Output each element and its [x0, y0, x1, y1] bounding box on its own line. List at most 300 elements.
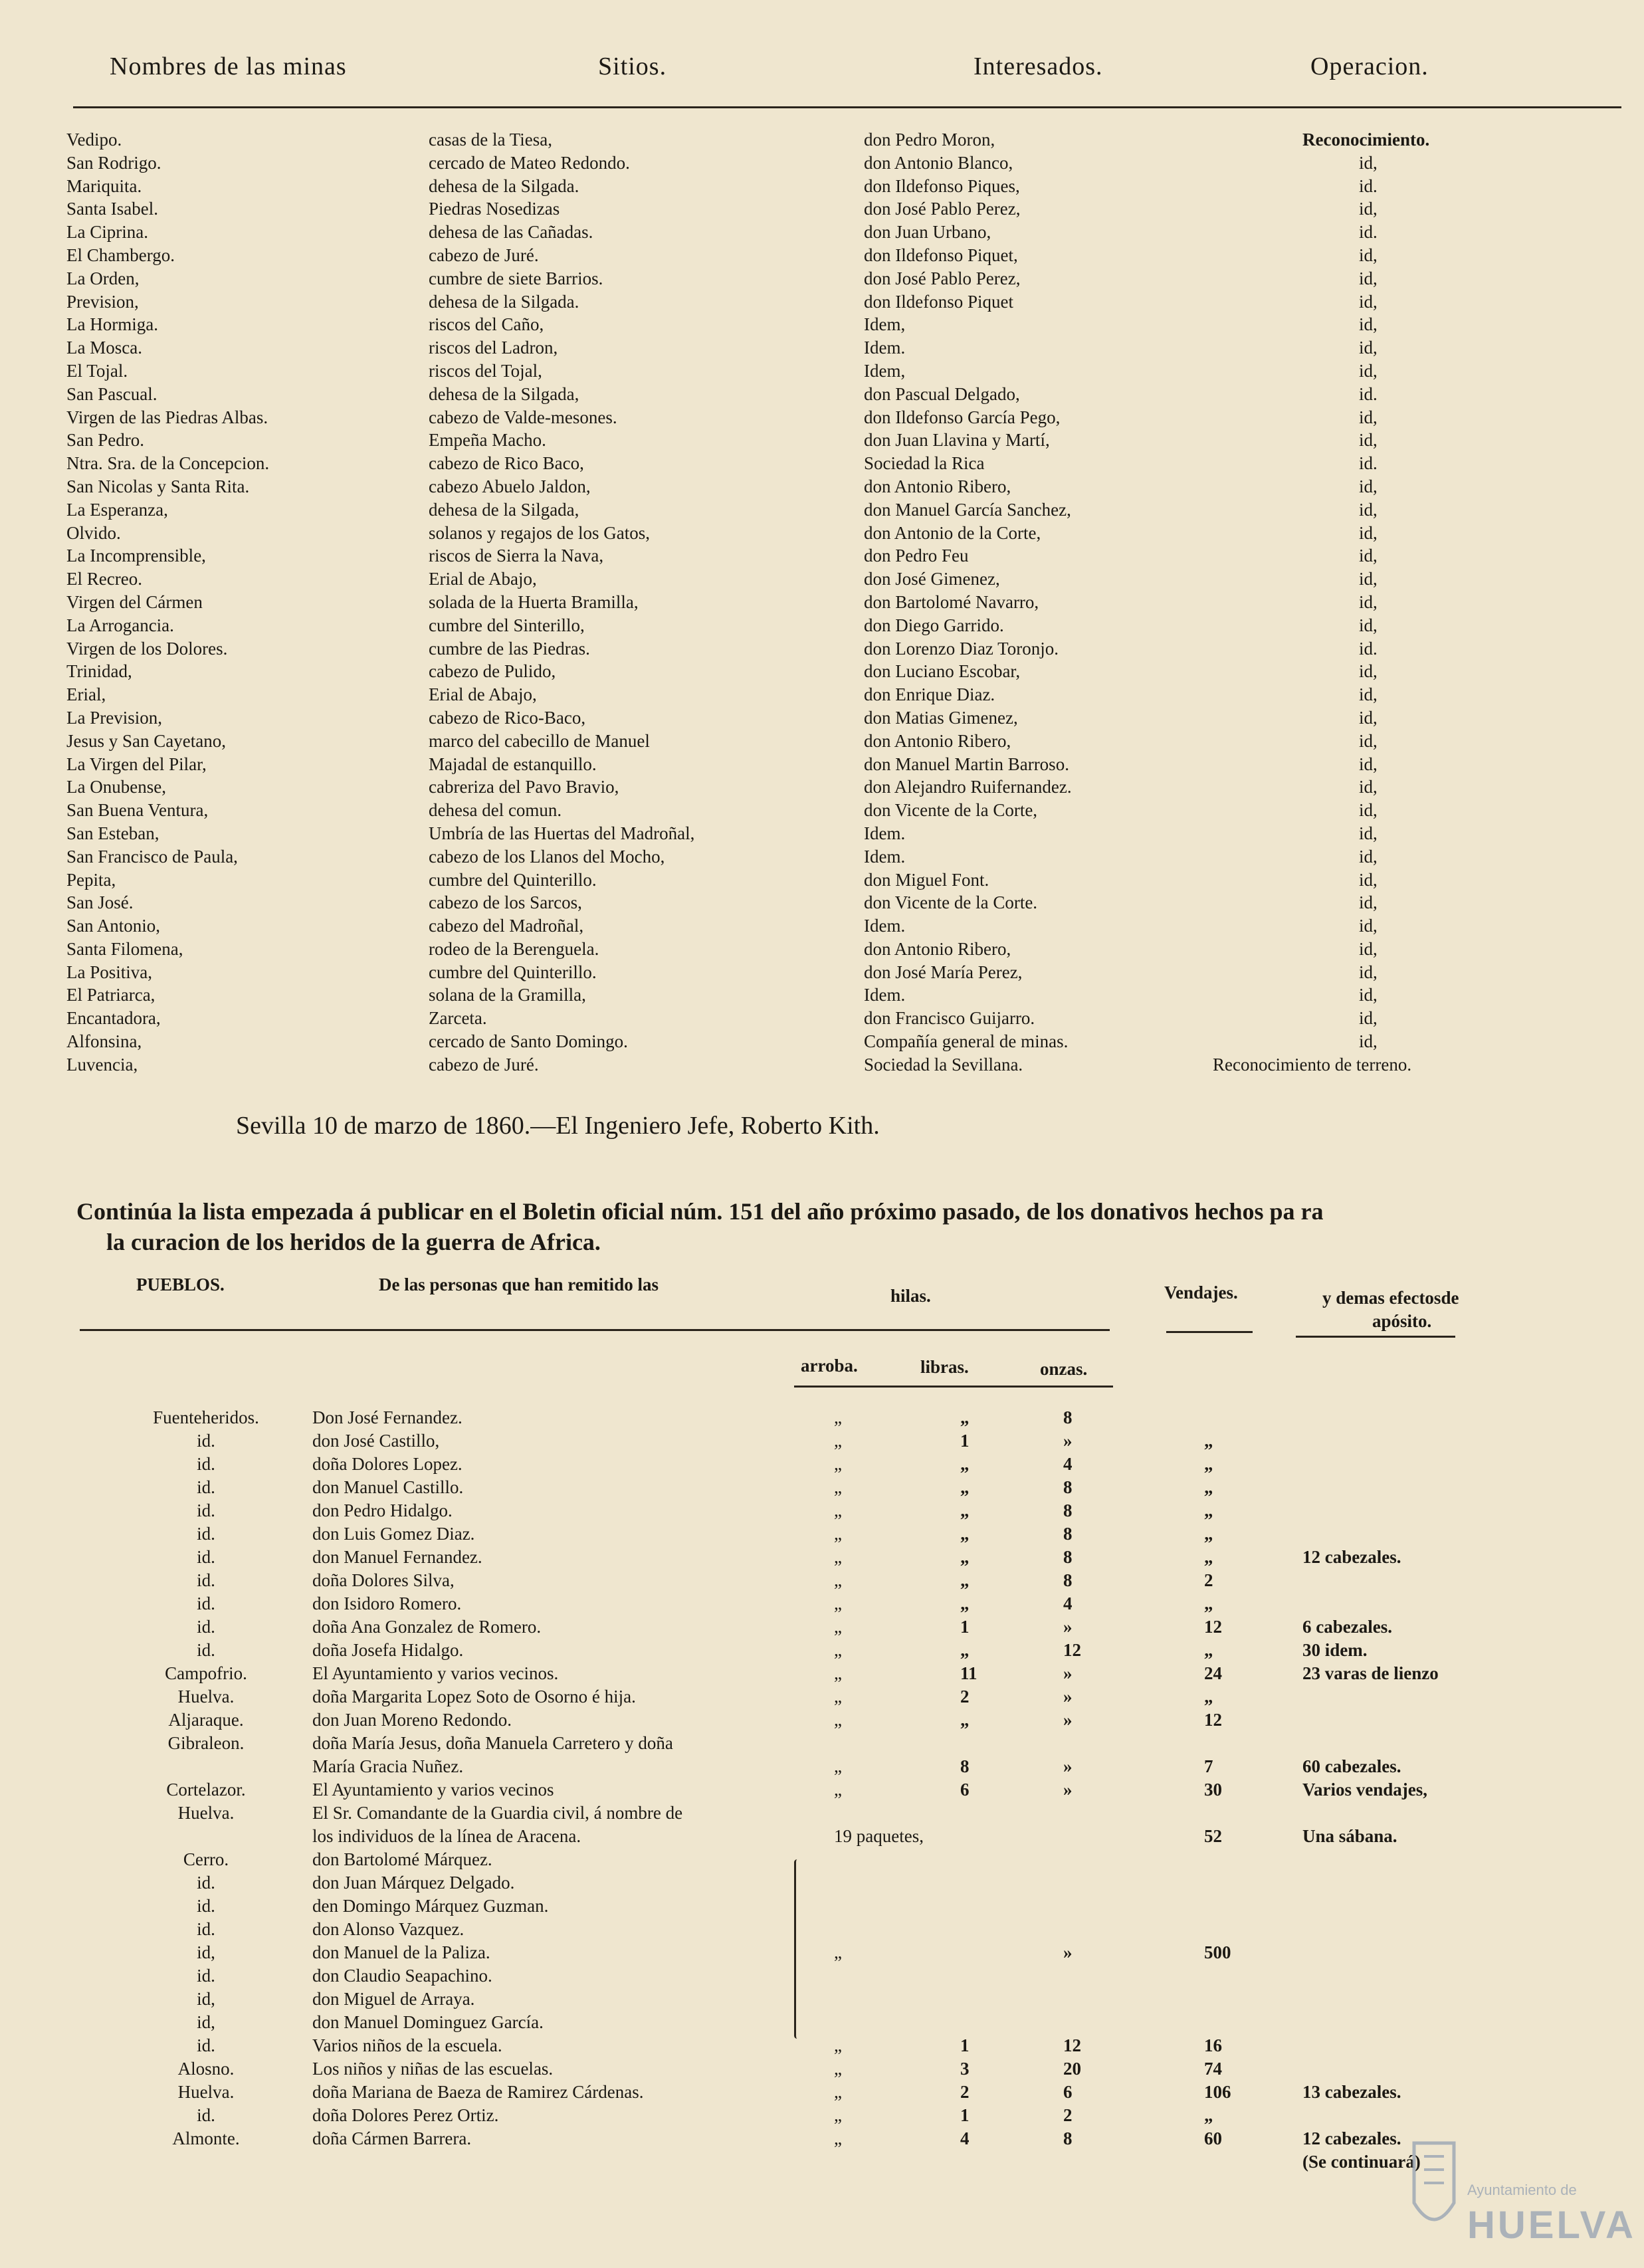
mine-site: dehesa de la Silgada. [429, 291, 579, 312]
donation-town: Huelva. [177, 1687, 235, 1706]
mine-interested: don Pascual Delgado, [864, 383, 1020, 404]
mine-name: Luvencia, [66, 1054, 138, 1075]
mine-operation: Reconocimiento. [1302, 130, 1430, 150]
mines-table [0, 130, 1644, 1078]
donation-person: don Isidoro Romero. [312, 1594, 462, 1613]
donation-row [0, 1989, 1644, 2012]
mine-site: solana de la Gramilla, [429, 985, 586, 1005]
donation-person: don Manuel Fernandez. [312, 1547, 482, 1567]
mine-row [0, 569, 1644, 592]
header-vendajes: Vendajes. [1164, 1283, 1238, 1302]
donation-onzas: » [1063, 1431, 1073, 1451]
mine-site: rodeo de la Berenguela. [429, 938, 599, 959]
donation-vendajes: „ [1204, 1477, 1213, 1497]
mine-row [0, 407, 1644, 431]
donation-person: los individuos de la línea de Aracena. [312, 1826, 581, 1846]
mine-interested: don Juan Urbano, [864, 222, 991, 243]
mine-row [0, 292, 1644, 315]
mine-name: La Onubense, [66, 777, 166, 797]
mine-operation: id, [1359, 268, 1378, 288]
donation-onzas: 8 [1063, 1407, 1073, 1427]
mine-name: San José. [66, 892, 134, 913]
donation-row [0, 1826, 1644, 1849]
donation-onzas: 8 [1063, 1570, 1073, 1590]
donation-libras: „ [960, 1477, 970, 1497]
mine-interested: don Antonio Ribero, [864, 938, 1011, 959]
donation-row [0, 1594, 1644, 1617]
header-rule-4 [794, 1386, 1113, 1388]
mine-interested: don Enrique Diaz. [864, 684, 995, 705]
donation-row [0, 1407, 1644, 1431]
mine-operation: id, [1359, 730, 1378, 751]
mine-site: riscos del Caño, [429, 314, 544, 335]
mine-operation: id, [1359, 846, 1378, 867]
donation-vendajes: 12 [1204, 1710, 1222, 1730]
header-personas: De las personas que han remitido las [379, 1275, 659, 1294]
donation-arroba: 19 paquetes, [834, 1826, 924, 1846]
mine-operation: id, [1359, 1031, 1378, 1052]
donation-onzas: 20 [1063, 2059, 1081, 2079]
mine-site: cabezo de Juré. [429, 1054, 539, 1075]
donation-town: id. [197, 1454, 215, 1474]
donation-town: id. [197, 1547, 215, 1567]
donation-town: id, [197, 1942, 215, 1962]
donation-town: Fuenteheridos. [153, 1407, 259, 1427]
donation-town: id. [197, 1431, 215, 1451]
mine-operation: id, [1359, 869, 1378, 890]
donation-row [0, 1640, 1644, 1663]
mine-name: San Pascual. [66, 383, 157, 404]
mine-operation: id, [1359, 962, 1378, 982]
mine-name: Virgen de los Dolores. [66, 638, 228, 659]
donation-person: doña Dolores Lopez. [312, 1454, 462, 1474]
mine-interested: don Ildefonso Piquet [864, 291, 1013, 312]
mine-operation: id, [1359, 476, 1378, 496]
donations-intro [76, 1196, 1565, 1257]
mine-operation: id. [1359, 453, 1378, 474]
mine-interested: don Antonio de la Corte, [864, 522, 1041, 543]
mine-name: El Chambergo. [66, 245, 175, 265]
donation-arroba: „ [834, 2035, 842, 2055]
mine-operation: id, [1359, 938, 1378, 959]
donation-arroba: „ [834, 2105, 842, 2125]
header-rule [73, 106, 1621, 108]
donation-town: Almonte. [172, 2128, 240, 2148]
mine-operation: id. [1359, 175, 1378, 196]
mine-site: solanos y regajos de los Gatos, [429, 522, 650, 543]
donation-person: doña Dolores Perez Ortiz. [312, 2105, 499, 2125]
donation-town: id. [197, 1640, 215, 1660]
donation-row [0, 1873, 1644, 1896]
donation-arroba: „ [834, 2128, 842, 2148]
mine-name: San Antonio, [66, 916, 161, 936]
donation-town: id. [197, 1896, 215, 1916]
donation-person: doña Dolores Silva, [312, 1570, 455, 1590]
donation-town: Campofrio. [165, 1663, 247, 1683]
donation-town: id. [197, 1919, 215, 1939]
donation-town: Gibraleon. [167, 1733, 245, 1753]
donation-demas: Varios vendajes, [1302, 1780, 1428, 1800]
stamp-small-text: Ayuntamiento de [1467, 2182, 1577, 2198]
donation-person: don Claudio Seapachino. [312, 1966, 492, 1986]
donation-row [0, 1687, 1644, 1710]
mine-site: casas de la Tiesa, [429, 130, 552, 150]
mine-site: Erial de Abajo, [429, 684, 537, 705]
donation-demas: 23 varas de lienzo [1302, 1663, 1439, 1683]
donation-person: don Luis Gomez Diaz. [312, 1524, 475, 1544]
mine-row [0, 661, 1644, 684]
header-hilas: hilas. [890, 1286, 931, 1306]
mine-interested: don Lorenzo Diaz Toronjo. [864, 638, 1059, 659]
donation-row [0, 2105, 1644, 2128]
donation-vendajes: 12 [1204, 1617, 1222, 1637]
mine-name: San Esteban, [66, 823, 159, 843]
donation-onzas: » [1063, 1663, 1073, 1683]
donation-row [0, 1803, 1644, 1826]
mine-site: solada de la Huerta Bramilla, [429, 591, 639, 612]
donation-town: id. [197, 2035, 215, 2055]
donation-person: doña Mariana de Baeza de Ramirez Cárdenas. [312, 2082, 644, 2102]
mine-row [0, 1008, 1644, 1031]
mine-interested: Idem. [864, 823, 906, 843]
mine-row [0, 985, 1644, 1008]
mine-name: La Esperanza, [66, 499, 168, 520]
mine-name: La Ciprina. [66, 222, 148, 243]
mine-interested: Idem. [864, 338, 906, 358]
mine-row [0, 1031, 1644, 1055]
donation-person: Los niños y niñas de las escuelas. [312, 2059, 554, 2079]
mine-row [0, 708, 1644, 731]
mine-interested: don Manuel Martin Barroso. [864, 754, 1069, 774]
donation-onzas: » [1063, 1942, 1073, 1962]
donation-arroba: „ [834, 1710, 842, 1730]
ayuntamiento-huelva-stamp [1407, 2130, 1636, 2256]
donation-person: Don José Fernandez. [312, 1407, 462, 1427]
donation-row [0, 2082, 1644, 2105]
donation-onzas: 8 [1063, 1500, 1073, 1520]
mine-interested: Sociedad la Rica [864, 453, 985, 474]
donation-vendajes: „ [1204, 1640, 1213, 1660]
donation-person: doña Ana Gonzalez de Romero. [312, 1617, 542, 1637]
donation-libras: „ [960, 1500, 970, 1520]
donation-row [0, 1500, 1644, 1524]
mine-name: Santa Isabel. [66, 199, 158, 219]
donation-row [0, 1919, 1644, 1942]
donation-onzas: 4 [1063, 1594, 1073, 1613]
mine-site: riscos de Sierra la Nava, [429, 546, 604, 566]
mine-operation: id, [1359, 245, 1378, 265]
header-nombres: Nombres de las minas [110, 52, 347, 80]
mine-row [0, 777, 1644, 800]
mine-interested: don Matias Gimenez, [864, 707, 1018, 728]
mine-interested: Idem, [864, 360, 906, 381]
donation-libras: „ [960, 1454, 970, 1474]
mine-site: cumbre de las Piedras. [429, 638, 590, 659]
mine-site: cabezo de Juré. [429, 245, 539, 265]
mine-row [0, 176, 1644, 199]
mine-interested: don Francisco Guijarro. [864, 1008, 1035, 1029]
mine-operation: id, [1359, 152, 1378, 173]
mine-interested: Idem, [864, 314, 906, 335]
mine-site: cumbre del Sinterillo, [429, 615, 585, 635]
coat-of-arms-icon [1407, 2130, 1461, 2249]
mine-operation: id, [1359, 430, 1378, 451]
donation-libras: 1 [960, 2105, 970, 2125]
donation-demas: Una sábana. [1302, 1826, 1397, 1846]
mine-name: La Prevision, [66, 707, 162, 728]
mine-row [0, 731, 1644, 754]
mine-row [0, 916, 1644, 939]
donation-arroba: „ [834, 1454, 842, 1474]
signature-line: Sevilla 10 de marzo de 1860.—El Ingeniero Jefe, Roberto Kith. [236, 1112, 880, 1140]
mine-row [0, 222, 1644, 245]
mine-name: El Recreo. [66, 569, 142, 589]
mine-name: San Rodrigo. [66, 152, 161, 173]
donations-table [0, 1407, 1644, 2175]
mine-row [0, 245, 1644, 268]
mine-name: La Incomprensible, [66, 546, 206, 566]
mine-name: Olvido. [66, 522, 121, 543]
donation-demas: (Se continuará) [1302, 2152, 1421, 2172]
donation-person: doña Josefa Hidalgo. [312, 1640, 464, 1660]
donation-town: id. [197, 1594, 215, 1613]
donation-arroba: „ [834, 1547, 842, 1567]
donation-arroba: „ [834, 1780, 842, 1800]
mine-interested: don Pedro Feu [864, 546, 969, 566]
mine-interested: don Pedro Moron, [864, 130, 995, 150]
mine-operation: id. [1359, 383, 1378, 404]
mine-row [0, 1055, 1644, 1078]
donation-arroba: „ [834, 1617, 842, 1637]
donation-person: don Juan Márquez Delgado. [312, 1873, 515, 1893]
mine-name: Prevision, [66, 291, 139, 312]
mine-site: Umbría de las Huertas del Madroñal, [429, 823, 695, 843]
mine-operation: id, [1359, 916, 1378, 936]
donation-town: Aljaraque. [168, 1710, 244, 1730]
donation-libras: „ [960, 1640, 970, 1660]
donation-person: don Pedro Hidalgo. [312, 1500, 453, 1520]
donation-town: id. [197, 1570, 215, 1590]
mine-site: Piedras Nosedizas [429, 199, 560, 219]
donation-vendajes: 74 [1204, 2059, 1222, 2079]
donation-arroba: „ [834, 1594, 842, 1613]
donation-vendajes: „ [1204, 1524, 1213, 1544]
donation-arroba: „ [834, 1640, 842, 1660]
mine-row [0, 199, 1644, 222]
mine-operation: id, [1359, 591, 1378, 612]
donation-onzas: 6 [1063, 2082, 1073, 2102]
donation-person: El Sr. Comandante de la Guardia civil, á nombre de [312, 1803, 683, 1823]
donation-row [0, 1547, 1644, 1570]
mine-interested: don Antonio Ribero, [864, 730, 1011, 751]
donation-onzas: 12 [1063, 2035, 1081, 2055]
mine-name: Encantadora, [66, 1008, 161, 1029]
donation-person: don Manuel de la Paliza. [312, 1942, 490, 1962]
donation-town: id. [197, 1617, 215, 1637]
mine-row [0, 592, 1644, 615]
mine-row [0, 523, 1644, 546]
header-arroba: arroba. [801, 1356, 858, 1376]
mine-site: dehesa de la Silgada, [429, 499, 579, 520]
donation-libras: „ [960, 1710, 970, 1730]
donation-town: Alosno. [177, 2059, 235, 2079]
mine-operation: id, [1359, 546, 1378, 566]
bracket-cerro-group [794, 1859, 800, 2039]
donation-row [0, 1617, 1644, 1640]
donation-person: den Domingo Márquez Guzman. [312, 1896, 549, 1916]
mine-site: Zarceta. [429, 1008, 487, 1029]
header-rule-1 [80, 1329, 1110, 1331]
mine-name: Mariquita. [66, 175, 142, 196]
mine-interested: don Miguel Font. [864, 869, 989, 890]
mine-interested: Compañía general de minas. [864, 1031, 1069, 1052]
intro-line-1: Continúa la lista empezada á publicar en el Boletin oficial núm. 151 del año próximo pasado, de los donativos hechos pa ra [76, 1198, 1324, 1225]
mine-operation: id. [1359, 638, 1378, 659]
mine-site: cabezo del Madroñal, [429, 916, 584, 936]
donation-arroba: „ [834, 2059, 842, 2079]
mine-interested: don Ildefonso García Pego, [864, 407, 1061, 427]
mine-row [0, 892, 1644, 916]
mine-site: Empeña Macho. [429, 430, 546, 451]
mine-site: cabezo de Rico-Baco, [429, 707, 586, 728]
mine-name: Santa Filomena, [66, 938, 183, 959]
mine-interested: don José María Perez, [864, 962, 1023, 982]
donation-row [0, 1524, 1644, 1547]
mine-row [0, 268, 1644, 292]
donation-libras: „ [960, 1407, 970, 1427]
header-interesados: Interesados. [974, 52, 1103, 80]
mine-operation: id, [1359, 823, 1378, 843]
donation-vendajes: „ [1204, 1500, 1213, 1520]
mine-name: La Positiva, [66, 962, 152, 982]
mine-site: dehesa de la Silgada. [429, 175, 579, 196]
donation-vendajes: „ [1204, 1594, 1213, 1613]
donation-town: Huelva. [177, 1803, 235, 1823]
mine-operation: id, [1359, 338, 1378, 358]
donation-row [0, 1477, 1644, 1500]
donation-libras: „ [960, 1570, 970, 1590]
mine-row [0, 153, 1644, 176]
donation-town: Cortelazor. [166, 1780, 246, 1800]
donation-row [0, 1570, 1644, 1594]
mine-name: Vedipo. [66, 130, 122, 150]
donation-arroba: „ [834, 1431, 842, 1451]
donation-onzas: 8 [1063, 1547, 1073, 1567]
donation-person: don Bartolomé Márquez. [312, 1849, 492, 1869]
mine-operation: id, [1359, 199, 1378, 219]
mine-site: riscos del Ladron, [429, 338, 558, 358]
mine-name: San Francisco de Paula, [66, 846, 238, 867]
donation-row [0, 2152, 1644, 2175]
donation-person: doña Cármen Barrera. [312, 2128, 472, 2148]
mine-site: cercado de Mateo Redondo. [429, 152, 630, 173]
donation-libras: „ [960, 1594, 970, 1613]
mine-row [0, 476, 1644, 500]
donation-vendajes: „ [1204, 1547, 1213, 1567]
mine-name: La Virgen del Pilar, [66, 754, 207, 774]
donation-libras: 4 [960, 2128, 970, 2148]
donation-vendajes: 500 [1204, 1942, 1231, 1962]
mine-site: cabezo de Rico Baco, [429, 453, 584, 474]
mine-operation: id, [1359, 892, 1378, 913]
mine-operation: Reconocimiento de terreno. [1213, 1054, 1412, 1075]
donation-libras: 6 [960, 1780, 970, 1800]
donation-onzas: 8 [1063, 2128, 1073, 2148]
donation-libras: 1 [960, 1617, 970, 1637]
donation-libras: 1 [960, 1431, 970, 1451]
header-demas-1: y demas efectosde [1322, 1288, 1459, 1308]
mine-site: Majadal de estanquillo. [429, 754, 597, 774]
mine-interested: Sociedad la Sevillana. [864, 1054, 1023, 1075]
mine-name: La Orden, [66, 268, 140, 288]
mine-interested: don Juan Llavina y Martí, [864, 430, 1050, 451]
header-pueblos: PUEBLOS. [136, 1275, 225, 1294]
donation-row [0, 1896, 1644, 1919]
donation-vendajes: 60 [1204, 2128, 1222, 2148]
mine-site: cabreriza del Pavo Bravio, [429, 777, 619, 797]
donation-person: El Ayuntamiento y varios vecinos. [312, 1663, 559, 1683]
mine-operation: id, [1359, 800, 1378, 821]
mine-name: Virgen de las Piedras Albas. [66, 407, 268, 427]
donation-onzas: » [1063, 1710, 1073, 1730]
mine-site: Erial de Abajo, [429, 569, 537, 589]
donation-libras: 11 [960, 1663, 977, 1683]
mine-site: cumbre del Quinterillo. [429, 869, 597, 890]
donation-row [0, 1663, 1644, 1687]
donation-arroba: „ [834, 1570, 842, 1590]
donation-person: don Juan Moreno Redondo. [312, 1710, 512, 1730]
mine-operation: id, [1359, 407, 1378, 427]
mine-operation: id, [1359, 360, 1378, 381]
donation-town: id. [197, 1500, 215, 1520]
donation-person: Varios niños de la escuela. [312, 2035, 502, 2055]
mine-row [0, 847, 1644, 870]
donation-row [0, 2059, 1644, 2082]
mine-row [0, 430, 1644, 453]
donation-person: don Miguel de Arraya. [312, 1989, 475, 2009]
header-rule-2 [1166, 1331, 1253, 1333]
mine-name: El Patriarca, [66, 985, 155, 1005]
mine-interested: don Antonio Ribero, [864, 476, 1011, 496]
mine-name: San Buena Ventura, [66, 800, 209, 821]
donation-row [0, 1966, 1644, 1989]
mine-row [0, 684, 1644, 708]
mine-row [0, 939, 1644, 962]
mine-interested: Idem. [864, 985, 906, 1005]
mine-site: dehesa del comun. [429, 800, 562, 821]
mine-row [0, 453, 1644, 476]
mine-row [0, 338, 1644, 361]
donation-arroba: „ [834, 1500, 842, 1520]
mine-interested: don Ildefonso Piquet, [864, 245, 1018, 265]
donation-onzas: 8 [1063, 1477, 1073, 1497]
donation-town: id. [197, 2105, 215, 2125]
mine-interested: don Antonio Blanco, [864, 152, 1013, 173]
donation-row [0, 2035, 1644, 2059]
donation-vendajes: „ [1204, 1431, 1213, 1451]
donation-row [0, 2012, 1644, 2035]
donation-row [0, 1849, 1644, 1873]
donation-person: don Alonso Vazquez. [312, 1919, 464, 1939]
donation-onzas: 8 [1063, 1524, 1073, 1544]
mine-row [0, 754, 1644, 777]
mine-operation: id, [1359, 569, 1378, 589]
donation-libras: 3 [960, 2059, 970, 2079]
mine-name: Pepita, [66, 869, 116, 890]
donation-town: id. [197, 1966, 215, 1986]
donation-vendajes: 52 [1204, 1826, 1222, 1846]
intro-line-2: la curacion de los heridos de la guerra de Africa. [106, 1229, 601, 1255]
